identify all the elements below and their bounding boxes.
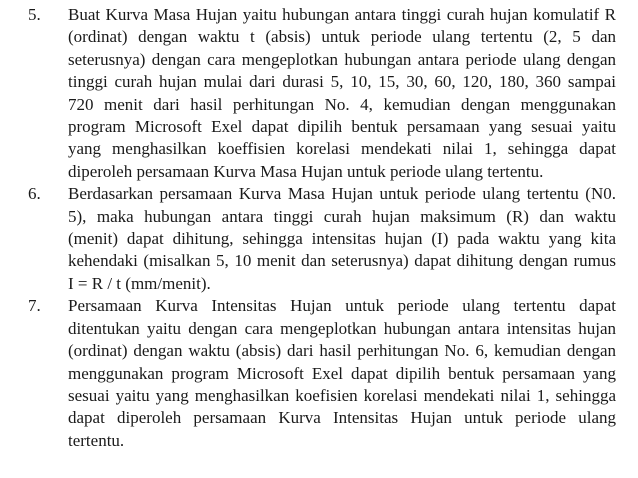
text-line: seterusnya) dengan cara mengeplotkan hubungan antara periode ulang dengan bbox=[68, 49, 616, 69]
item-text bbox=[68, 295, 616, 452]
text-line: Buat Kurva Masa Hujan yaitu hubungan antara tinggi curah hujan komulatif R bbox=[68, 5, 616, 24]
text-line: (menit) dapat dihitung, sehingga intensitas hujan (I) pada waktu yang kita bbox=[68, 229, 616, 249]
text-line: (ordinat) dengan waktu (absis) dari hasil perhitungan No. 6, kemudian dengan bbox=[68, 341, 616, 361]
text-line: Persamaan Kurva Intensitas Hujan untuk periode ulang tertentu dapat bbox=[68, 296, 616, 316]
item-number: 7. bbox=[28, 296, 41, 316]
text-line: (ordinat) dengan waktu t (absis) untuk periode ulang tertentu (2, 5 dan bbox=[68, 27, 616, 47]
text-line: tinggi curah hujan mulai dari durasi 5, 10, 15, 30, 60, 120, 180, 360 sampai bbox=[68, 72, 616, 92]
text-line: sesuai yaitu yang menghasilkan koefisien korelasi mendekati nilai 1, sehingga bbox=[68, 385, 616, 405]
text-line: diperoleh persamaan Kurva Masa Hujan untuk periode ulang tertentu. bbox=[68, 161, 544, 181]
text-line: ditentukan yaitu dengan cara mengeplotkan hubungan antara intensitas hujan bbox=[68, 318, 616, 338]
item-number: 6. bbox=[28, 184, 41, 204]
list-item-5 bbox=[28, 4, 616, 183]
item-number: 5. bbox=[28, 5, 41, 24]
item-text bbox=[68, 4, 616, 183]
numbered-list bbox=[28, 4, 616, 452]
text-line: 5), maka hubungan antara tinggi curah hujan maksimum (R) dan waktu bbox=[68, 206, 616, 226]
list-item-6 bbox=[28, 183, 616, 295]
text-line: menggunakan program Microsoft Exel dapat dipilih bentuk persamaan yang bbox=[68, 363, 616, 383]
text-line: kehendaki (misalkan 5, 10 menit dan seterusnya) dapat dihitung dengan rumus bbox=[68, 251, 616, 271]
text-line: tertentu. bbox=[68, 430, 125, 450]
text-line: dapat diperoleh persamaan Kurva Intensitas Hujan untuk periode ulang bbox=[68, 408, 616, 428]
list-item-7 bbox=[28, 295, 616, 452]
text-line: I = R / t (mm/menit). bbox=[68, 273, 211, 293]
text-line: Berdasarkan persamaan Kurva Masa Hujan untuk periode ulang tertentu (N0. bbox=[68, 184, 616, 204]
text-line: program Microsoft Exel dapat dipilih bentuk persamaan yang sesuai yaitu bbox=[68, 117, 616, 137]
text-line: yang menghasilkan koeffisien korelasi mendekati nilai 1, sehingga dapat bbox=[68, 139, 616, 159]
item-text bbox=[68, 183, 616, 295]
text-line: 720 menit dari hasil perhitungan No. 4, kemudian dengan menggunakan bbox=[68, 94, 616, 114]
